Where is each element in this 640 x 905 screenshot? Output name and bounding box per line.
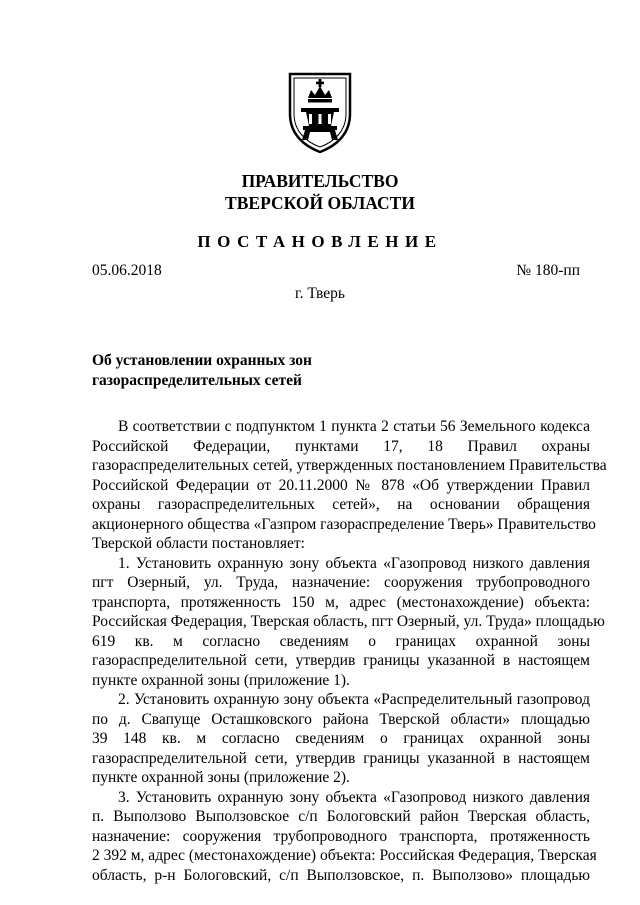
- body-line: пгт Озерный, ул. Труда, назначение: сооружения трубопроводного: [92, 574, 590, 591]
- body-line: Российской Федерации, пунктами 17, 18 Правил охраны: [92, 437, 590, 455]
- body-line: 619 кв. м согласно сведениям о границах охранной зоны: [92, 632, 590, 650]
- document-date: 05.06.2018: [92, 262, 162, 279]
- body-line: охраны газораспределительных сетей», на основании обращения: [92, 496, 590, 513]
- government-name-line2: ТВЕРСКОЙ ОБЛАСТИ: [225, 193, 415, 213]
- tver-coat-of-arms-icon: [284, 70, 356, 154]
- body-line: 1. Установить охранную зону объекта «Газопровод низкого давления: [118, 554, 590, 572]
- body-line: 39 148 кв. м согласно сведениям о границах охранной зоны: [92, 730, 590, 747]
- document-city: г. Тверь: [295, 285, 345, 302]
- body-line: по д. Свапуще Осташковского района Тверской области» площадью: [92, 710, 590, 728]
- document-number: № 180-пп: [516, 262, 580, 279]
- paragraph-item-1: [92, 554, 605, 691]
- body-line: область, р-н Бологовский, с/п Выползовское, п. Выползово» площадью: [92, 866, 590, 884]
- body-line: Тверской области постановляет:: [92, 535, 305, 552]
- body-line: 2. Установить охранную зону объекта «Распределительный газопровод: [118, 691, 590, 708]
- body-line: В соответствии с подпунктом 1 пункта 2 статьи 56 Земельного кодекса: [118, 418, 590, 435]
- paragraph-preamble: [92, 417, 607, 554]
- document-type: ПОСТАНОВЛЕНИЕ: [197, 232, 443, 251]
- body-line: 3. Установить охранную зону объекта «Газопровод низкого давления: [118, 788, 590, 806]
- body-line: пункте охранной зоны (приложение 1).: [92, 671, 350, 689]
- body-line: акционерного общества «Газпром газораспределение Тверь» Правительство: [92, 515, 596, 533]
- body-line: газораспределительной сети, утвердив границы указанной в настоящем: [92, 652, 590, 669]
- body-line: назначение: сооружения трубопроводного транспорта, протяженность: [92, 827, 590, 845]
- body-line: 2 392 м, адрес (местонахождение) объекта: Российская Федерация, Тверская: [92, 847, 597, 864]
- body-line: Российской Федерации от 20.11.2000 № 878 «Об утверждении Правил: [92, 476, 590, 494]
- body-line: транспорта, протяженность 150 м, адрес (местонахождение) объекта:: [92, 593, 590, 611]
- government-name-line1: ПРАВИТЕЛЬСТВО: [241, 171, 399, 191]
- document-body: [92, 417, 607, 885]
- body-line: Российская Федерация, Тверская область, пгт Озерный, ул. Труда» площадью: [92, 613, 605, 630]
- document-subject: [92, 351, 392, 391]
- body-line: газораспределительных сетей, утвержденных постановлением Правительства: [92, 457, 607, 474]
- subject-line: газораспределительных сетей: [92, 372, 302, 389]
- body-line: газораспределительной сети, утвердив границы указанной в настоящем: [92, 749, 590, 767]
- body-line: п. Выползово Выползовское с/п Бологовский район Тверская область,: [92, 808, 590, 825]
- body-line: пункте охранной зоны (приложение 2).: [92, 769, 350, 786]
- paragraph-item-2: [92, 690, 590, 788]
- paragraph-item-3: [92, 788, 597, 886]
- subject-line: Об установлении охранных зон: [92, 352, 312, 369]
